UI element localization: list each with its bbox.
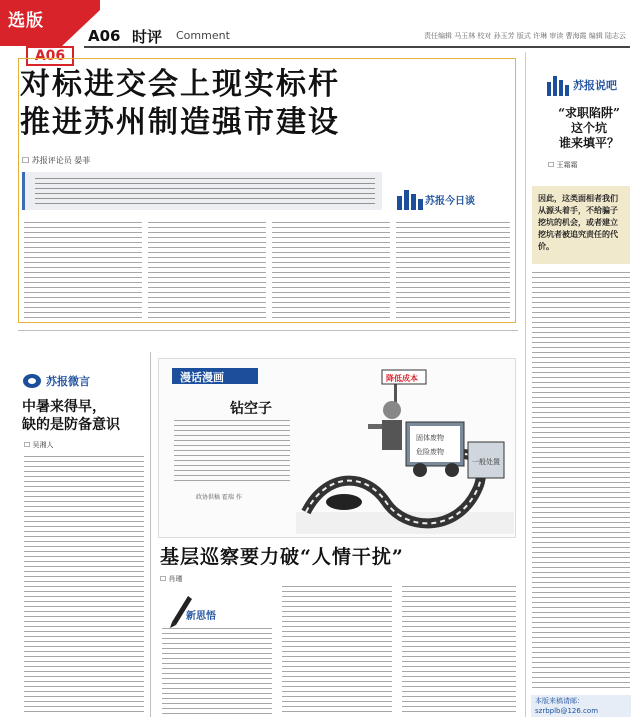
masthead-column: 时评 bbox=[132, 28, 163, 46]
second-byline: ☐ 肖瑾 bbox=[160, 575, 183, 583]
weibo-logo bbox=[22, 370, 122, 394]
masthead bbox=[84, 26, 630, 48]
rc-author: ☐ 王霜霜 bbox=[548, 161, 578, 169]
column-divider bbox=[150, 352, 151, 717]
building-icon bbox=[395, 186, 425, 210]
rc-quote: 因此，这类面相者我们从源头着手，不给骗子挖坑的机会，或者建立挖坑者被追究责任的代价。 bbox=[532, 186, 630, 264]
cart-label-1: 固体废物 bbox=[416, 434, 444, 442]
second-byline-name: 肖瑾 bbox=[168, 575, 183, 583]
lead-byline: ☐ 苏报评论员 晏菲 bbox=[22, 156, 91, 165]
cartoon-logo bbox=[172, 366, 262, 386]
today-talk-label: 苏报今日谈 bbox=[425, 196, 475, 207]
second-body-col1 bbox=[162, 628, 272, 714]
weibo-title-line2: 缺的是防备意识 bbox=[22, 417, 120, 433]
weibo-author-name: 吴湘人 bbox=[32, 441, 54, 449]
lead-summary bbox=[22, 172, 382, 210]
weibo-logo-label: 苏报微言 bbox=[46, 375, 90, 388]
weibo-author: ☐ 吴湘人 bbox=[24, 441, 54, 449]
rc-title-line2: 这个坑 bbox=[570, 121, 607, 135]
cart-label-2: 危险废物 bbox=[416, 448, 444, 456]
cartoon-credit: 政协供稿 霍瑞 作 bbox=[196, 494, 242, 501]
second-body-col2 bbox=[282, 586, 392, 714]
rc-contact-line1: 本版来稿请邮： bbox=[535, 697, 584, 705]
rc-title-line3: 谁来填平？ bbox=[558, 136, 619, 150]
lead-body-col3 bbox=[272, 222, 390, 318]
second-column-label: 新思悟 bbox=[186, 611, 216, 622]
lead-summary-text bbox=[35, 178, 375, 204]
rc-logo-label: 苏报说吧 bbox=[573, 79, 617, 92]
corner-page-number: A06 bbox=[26, 46, 74, 66]
masthead-page: A06 bbox=[88, 27, 121, 45]
lead-body-col2 bbox=[148, 222, 266, 318]
weibo-icon bbox=[22, 370, 122, 390]
barrel-label: 一般处置 bbox=[472, 458, 500, 466]
section-divider bbox=[18, 330, 518, 331]
lead-byline-text: 苏报评论员 晏菲 bbox=[31, 156, 91, 165]
lead-body-col4 bbox=[396, 222, 510, 318]
rc-title-line1: “求职陷阱” bbox=[558, 106, 620, 120]
masthead-editors: 责任编辑 马玉林 校对 孙玉芳 版式 许琳 审读 曹海霞 编辑 陆志云 bbox=[423, 32, 626, 40]
rc-contact bbox=[531, 695, 631, 717]
rc-body bbox=[532, 272, 630, 690]
lead-headline bbox=[20, 66, 340, 142]
cartoon-sign-text: 降低成本 bbox=[386, 374, 418, 383]
second-body-col3 bbox=[402, 586, 516, 714]
cartoon-title: 钻空子 bbox=[230, 401, 272, 417]
rc-contact-email: szrbplb@126.com bbox=[535, 707, 599, 715]
weibo-title bbox=[22, 398, 120, 434]
lead-headline-line2: 推进苏州制造强市建设 bbox=[20, 105, 340, 140]
lead-body-col1 bbox=[24, 222, 142, 318]
weibo-title-line1: 中暑来得早， bbox=[22, 399, 106, 415]
lead-headline-line1: 对标进交会上现实标杆 bbox=[20, 67, 340, 102]
weibo-body bbox=[24, 456, 144, 712]
cartoon-illustration bbox=[296, 362, 514, 534]
masthead-column-en: Comment bbox=[176, 29, 230, 42]
building-icon bbox=[545, 72, 629, 96]
rc-author-name: 王霜霜 bbox=[556, 161, 578, 169]
cartoon-caption bbox=[174, 420, 290, 484]
second-headline: 基层巡察要力破“人情干扰” bbox=[160, 546, 404, 568]
rc-logo bbox=[545, 72, 629, 100]
cartoon-logo-label: 漫话漫画 bbox=[180, 371, 224, 384]
rc-title bbox=[546, 106, 632, 151]
corner-label: 选版 bbox=[8, 11, 44, 31]
